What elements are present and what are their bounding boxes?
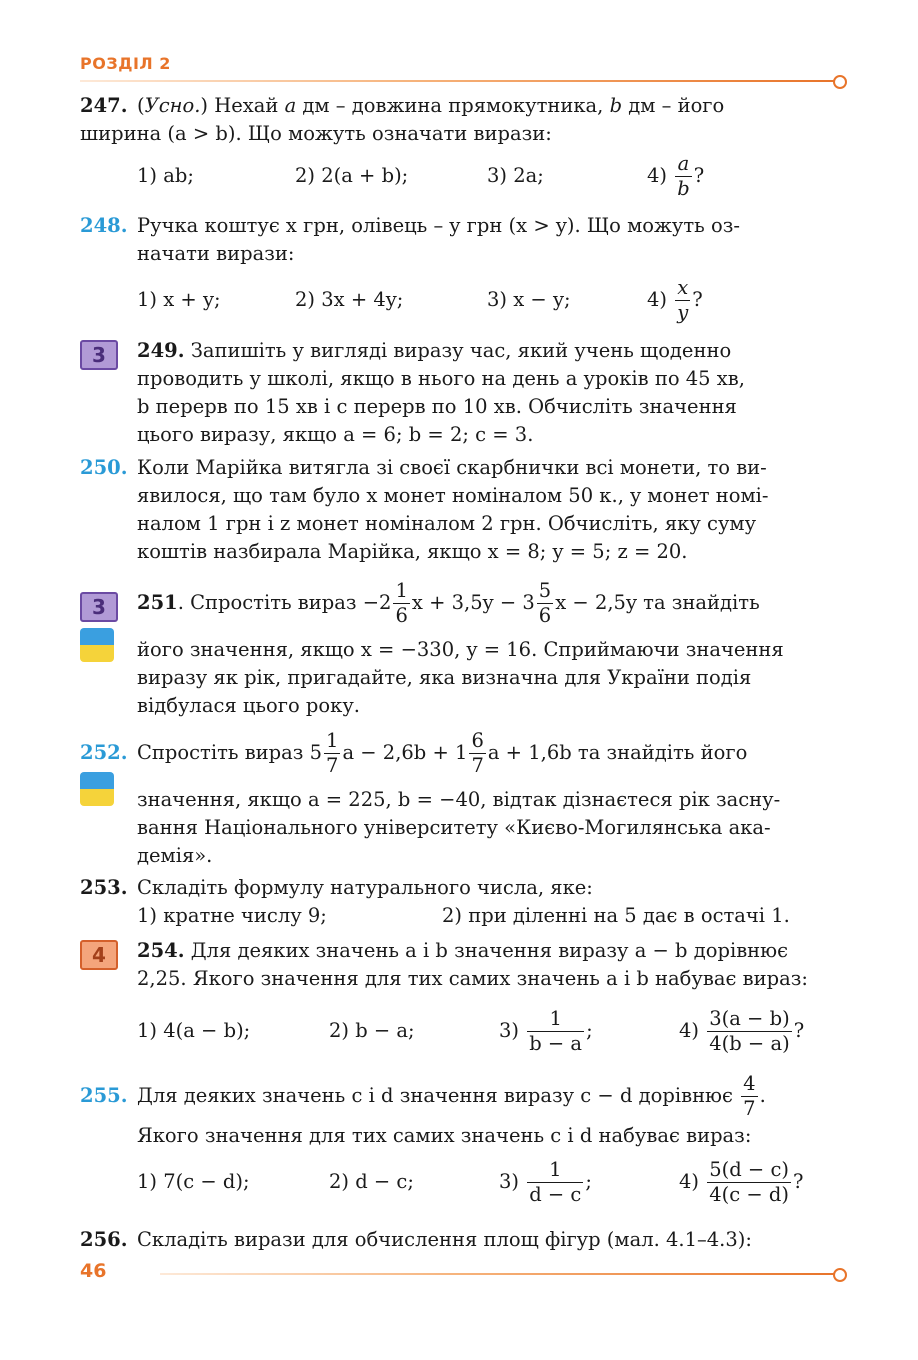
- option-1: 1) 4(a − b);: [137, 1019, 251, 1042]
- exercise-line: явилося, що там було x монет номіналом 50 к., y монет номі-: [137, 484, 769, 507]
- exercise-line: Якого значення для тих самих значень c і d набуває вираз:: [137, 1124, 752, 1147]
- options-row: [137, 272, 837, 328]
- exercise-number: 248.: [80, 214, 128, 237]
- exercise-line: 254. Для деяких значень a і b значення виразу a − b дорівнює: [137, 939, 789, 962]
- fraction: $\frac{a}{b}$: [677, 152, 690, 200]
- exercise-line: Складіть формулу натурального числа, яке:: [137, 876, 593, 899]
- difficulty-badge: 3: [80, 592, 118, 622]
- options-row: [137, 902, 845, 930]
- header-rule-end-circle: [833, 75, 847, 89]
- exercise-line: Спростіть вираз 5 $\frac{1}{7}$ a − 2,6b + 1 $\frac{6}{7}$ a + 1,6b та знайдіть його: [137, 729, 748, 777]
- fraction: $\frac{1}{6}$: [395, 579, 408, 627]
- exercise-line: b перерв по 15 хв і c перерв по 10 хв. Обчисліть значення: [137, 395, 737, 418]
- exercise-line: вання Національного університету «Києво-Могилянська ака-: [137, 816, 771, 839]
- options-row: [137, 1154, 845, 1210]
- fraction: $\frac{1}{b - a}$: [529, 1007, 583, 1055]
- footer-rule: [160, 1273, 835, 1275]
- exercise-line: його значення, якщо x = −330, y = 16. Сприймаючи значення: [137, 638, 784, 661]
- exercise-248: [80, 212, 845, 332]
- exercise-number: 252.: [80, 741, 128, 764]
- option-4: 4) $\frac{3(a - b)}{4(b - a)}$ ?: [679, 1007, 805, 1055]
- option-2: 2) 2(a + b);: [295, 164, 409, 187]
- option-4: 4) $\frac{a}{b}$ ?: [647, 152, 705, 200]
- exercise-254: [80, 937, 845, 1067]
- option-1: 1) x + y;: [137, 288, 221, 311]
- difficulty-badge: 4: [80, 940, 118, 970]
- fraction: $\frac{4}{7}$: [743, 1072, 756, 1120]
- options-row: [137, 148, 837, 204]
- exercise-number: 253.: [80, 876, 128, 899]
- exercise-line: 251 . Спростіть вираз −2 $\frac{1}{6}$ x + 3,5y − 3 $\frac{5}{6}$ x − 2,5y та знайдіть: [137, 579, 760, 627]
- exercise-line: начати вирази:: [137, 242, 295, 265]
- option-3: 3) 2a;: [487, 164, 544, 187]
- exercise-line: 249. Запишіть у вигляді виразу час, який учень щоденно: [137, 339, 732, 362]
- exercise-line: відбулася цього року.: [137, 694, 361, 717]
- fraction: $\frac{6}{7}$: [471, 729, 484, 777]
- options-row: [137, 1003, 845, 1059]
- option-4: 4) $\frac{x}{y}$ ?: [647, 276, 703, 324]
- exercise-line: коштів назбирала Марійка, якщо x = 8; y = 5; z = 20.: [137, 540, 688, 563]
- exercise-line: 2,25. Якого значення для тих самих значень a і b набуває вираз:: [137, 967, 808, 990]
- exercise-number: 256.: [80, 1228, 128, 1251]
- header-rule: [80, 80, 835, 82]
- option-2: 2) 3x + 4y;: [295, 288, 404, 311]
- exercise-line: Для деяких значень c і d значення виразу c − d дорівнює $\frac{4}{7}$ .: [137, 1072, 766, 1120]
- exercise-252: [80, 724, 845, 869]
- fraction: $\frac{x}{y}$: [677, 276, 689, 324]
- exercise-line: проводить у школі, якщо в нього на день a уроків по 45 хв,: [137, 367, 745, 390]
- exercise-number: 250.: [80, 456, 128, 479]
- exercise-line: Коли Марійка витягла зі своєї скарбнички всі монети, то ви-: [137, 456, 767, 479]
- footer-rule-end-circle: [833, 1268, 847, 1282]
- exercise-number: 255.: [80, 1084, 128, 1107]
- page-number: 46: [80, 1260, 107, 1282]
- option-1: 1) 7(c − d);: [137, 1170, 250, 1193]
- option-1: 1) кратне числу 9;: [137, 904, 327, 927]
- option-2: 2) b − a;: [329, 1019, 415, 1042]
- exercise-line: (Усно.) Нехай a дм – довжина прямокутника, b дм – його: [137, 94, 725, 117]
- difficulty-badge: 3: [80, 340, 118, 370]
- fraction: $\frac{5(d - c)}{4(c - d)}$: [709, 1158, 789, 1206]
- exercise-number: 247.: [80, 94, 128, 117]
- option-3: 3) x − y;: [487, 288, 571, 311]
- exercise-250: [80, 454, 845, 566]
- exercise-255: [80, 1068, 845, 1223]
- exercise-249: [80, 337, 845, 449]
- option-2: 2) d − c;: [329, 1170, 414, 1193]
- exercise-251: [80, 574, 845, 719]
- fraction: $\frac{3(a - b)}{4(b - a)}$: [709, 1007, 790, 1055]
- option-3: 3) $\frac{1}{d - c}$ ;: [499, 1158, 592, 1206]
- exercise-line: демія».: [137, 844, 213, 867]
- fraction: $\frac{5}{6}$: [538, 579, 552, 627]
- option-4: 4) $\frac{5(d - c)}{4(c - d)}$ ?: [679, 1158, 804, 1206]
- option-2: 2) при діленні на 5 дає в остачі 1.: [442, 904, 790, 927]
- exercise-256: [80, 1226, 845, 1254]
- exercise-247: [80, 92, 845, 212]
- exercise-line: виразу як рік, пригадайте, яка визначна для України подія: [137, 666, 752, 689]
- exercise-line: Ручка коштує x грн, олівець – y грн (x > y). Що можуть оз-: [137, 214, 740, 237]
- option-3: 3) $\frac{1}{b - a}$ ;: [499, 1007, 593, 1055]
- exercise-line: цього виразу, якщо a = 6; b = 2; c = 3.: [137, 423, 534, 446]
- exercise-line: значення, якщо a = 225, b = −40, відтак дізнаєтеся рік засну-: [137, 788, 781, 811]
- exercise-line: Складіть вирази для обчислення площ фігур (мал. 4.1–4.3):: [137, 1228, 752, 1251]
- exercise-line: налом 1 грн і z монет номіналом 2 грн. Обчисліть, яку суму: [137, 512, 757, 535]
- exercise-253: [80, 874, 845, 930]
- option-1: 1) ab;: [137, 164, 194, 187]
- exercise-line: ширина (a > b). Що можуть означати вирази:: [80, 122, 552, 145]
- fraction: $\frac{1}{7}$: [326, 729, 339, 777]
- fraction: $\frac{1}{d - c}$: [529, 1158, 582, 1206]
- section-label: РОЗДІЛ 2: [80, 54, 171, 73]
